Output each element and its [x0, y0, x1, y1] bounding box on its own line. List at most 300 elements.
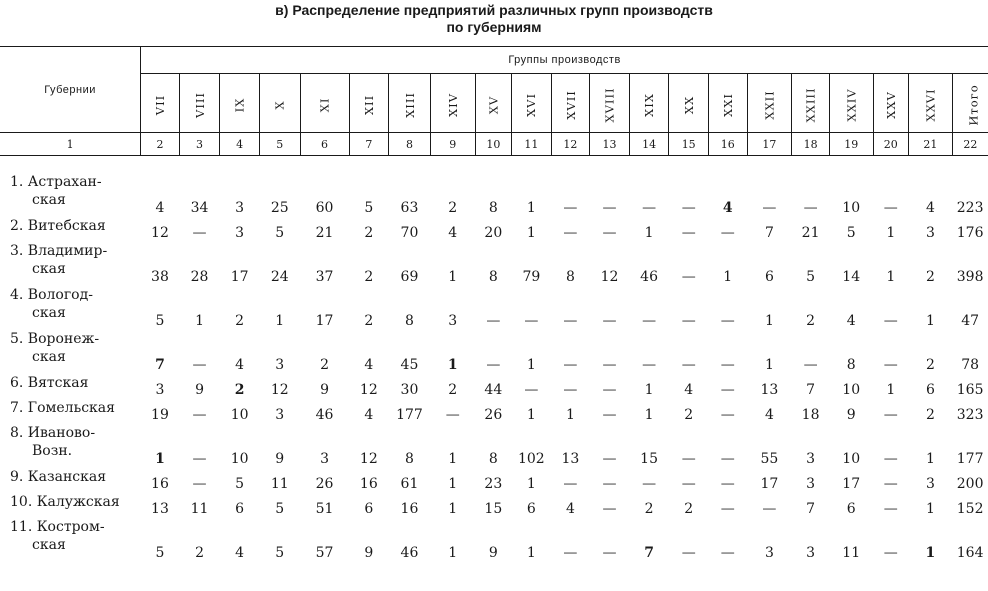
- value-cell: 9: [364, 545, 374, 561]
- value-cell: 102: [517, 451, 545, 467]
- total-cell: 152: [956, 501, 984, 517]
- value-cell: 7: [644, 545, 654, 561]
- value-cell: 1: [195, 313, 204, 329]
- group-code-label: XX: [681, 95, 696, 114]
- value-cell: 1: [448, 476, 458, 492]
- value-cell: 13: [561, 451, 580, 467]
- column-number: 22: [952, 133, 988, 156]
- province-name-line1: 9. Казанская: [10, 469, 107, 485]
- value-cell: 4: [155, 200, 165, 216]
- value-cell: 51: [315, 501, 334, 517]
- value-cell: —: [445, 407, 460, 423]
- value-cell: 8: [488, 269, 498, 285]
- value-cell: —: [563, 382, 578, 398]
- value-cell: 13: [151, 501, 169, 517]
- table-title: [0, 2, 988, 36]
- total-cell: 47: [961, 313, 980, 329]
- value-cell: —: [720, 407, 735, 423]
- group-code-header: [179, 74, 220, 133]
- value-cell: 4: [448, 225, 458, 241]
- value-cell: 37: [315, 269, 334, 285]
- group-code-label: XI: [317, 97, 332, 112]
- group-code-label: VIII: [192, 91, 207, 118]
- value-cell: 26: [484, 407, 503, 423]
- value-cell: —: [563, 545, 578, 561]
- value-cell: 63: [400, 200, 419, 216]
- value-cell: 4: [565, 501, 575, 517]
- value-cell: 6: [526, 501, 536, 517]
- value-cell: 2: [235, 313, 245, 329]
- value-cell: 9: [488, 545, 498, 561]
- group-code-label: XVIII: [602, 86, 617, 123]
- value-cell: 10: [230, 451, 249, 467]
- value-cell: 5: [275, 225, 285, 241]
- column-number: 14: [629, 133, 669, 156]
- value-cell: 5: [364, 200, 374, 216]
- value-cell: 6: [846, 501, 856, 517]
- value-cell: 10: [230, 407, 249, 423]
- value-cell: 16: [151, 476, 169, 492]
- group-code-label: Итого: [966, 83, 981, 126]
- value-cell: —: [803, 357, 818, 373]
- column-number: 20: [873, 133, 908, 156]
- value-cell: —: [192, 357, 207, 373]
- value-cell: —: [720, 382, 735, 398]
- value-cell: —: [642, 200, 657, 216]
- group-code-label: XIV: [445, 92, 460, 117]
- value-cell: —: [524, 313, 539, 329]
- value-cell: 9: [275, 451, 285, 467]
- group-code-header: [952, 74, 988, 133]
- column-number: 17: [747, 133, 792, 156]
- value-cell: 24: [270, 269, 289, 285]
- value-cell: 2: [364, 269, 374, 285]
- value-cell: —: [602, 476, 617, 492]
- table-row: [0, 468, 988, 493]
- value-cell: 44: [484, 382, 503, 398]
- value-cell: 16: [400, 501, 419, 517]
- value-cell: 1: [448, 451, 458, 467]
- column-number: 13: [590, 133, 630, 156]
- table-row: [0, 518, 988, 562]
- value-cell: 23: [484, 476, 503, 492]
- table-row: [0, 217, 988, 242]
- value-cell: —: [883, 476, 898, 492]
- total-cell: 398: [956, 269, 984, 285]
- value-cell: 2: [234, 382, 245, 398]
- value-cell: —: [762, 200, 777, 216]
- value-cell: 8: [565, 269, 575, 285]
- value-cell: 5: [155, 313, 165, 329]
- province-name: [0, 330, 141, 374]
- value-cell: 3: [320, 451, 329, 467]
- column-number: 9: [430, 133, 475, 156]
- group-code-header: [300, 74, 349, 133]
- value-cell: 1: [447, 357, 458, 373]
- value-cell: 14: [842, 269, 861, 285]
- value-cell: 1: [526, 225, 536, 241]
- value-cell: 11: [842, 545, 861, 561]
- value-cell: 3: [275, 357, 285, 373]
- value-cell: —: [883, 451, 898, 467]
- table-row: [0, 493, 988, 518]
- value-cell: —: [563, 225, 578, 241]
- value-cell: 10: [842, 200, 861, 216]
- group-code-label: XII: [361, 94, 376, 115]
- province-name: [0, 518, 141, 562]
- province-name-line2: ская: [32, 305, 66, 321]
- value-cell: 4: [846, 313, 856, 329]
- value-cell: —: [883, 200, 898, 216]
- value-cell: 5: [806, 269, 816, 285]
- data-table: [0, 46, 988, 562]
- value-cell: 15: [640, 451, 658, 467]
- column-number: 1: [0, 133, 141, 156]
- value-cell: 20: [484, 225, 503, 241]
- province-name-line1: 3. Владимир-: [10, 243, 108, 259]
- group-code-label: XIII: [402, 91, 417, 118]
- value-cell: —: [883, 545, 898, 561]
- value-cell: 1: [526, 407, 536, 423]
- value-cell: 3: [925, 476, 935, 492]
- value-cell: —: [681, 476, 696, 492]
- value-cell: 6: [364, 501, 374, 517]
- value-cell: 2: [925, 357, 935, 373]
- province-name-line1: 8. Иваново-: [10, 425, 96, 441]
- group-code-header: [349, 74, 389, 133]
- value-cell: —: [192, 407, 207, 423]
- column-number: 8: [389, 133, 431, 156]
- value-cell: 1: [565, 407, 575, 423]
- province-name: [0, 424, 141, 468]
- total-cell: 200: [956, 476, 984, 492]
- value-cell: 4: [364, 357, 374, 373]
- value-cell: 30: [400, 382, 419, 398]
- province-name-line1: 6. Вятская: [10, 375, 89, 391]
- group-code-label: XVI: [524, 92, 539, 117]
- group-code-label: IX: [232, 97, 247, 112]
- column-number: 3: [179, 133, 220, 156]
- value-cell: —: [563, 313, 578, 329]
- value-cell: 8: [488, 200, 498, 216]
- value-cell: 34: [190, 200, 209, 216]
- value-cell: 4: [722, 200, 733, 216]
- value-cell: 10: [842, 382, 861, 398]
- value-cell: 70: [400, 225, 419, 241]
- province-header: Губернии: [0, 47, 141, 133]
- value-cell: 7: [806, 382, 816, 398]
- group-code-header: [220, 74, 260, 133]
- province-name-line2: ская: [32, 537, 66, 553]
- value-cell: 57: [315, 545, 334, 561]
- group-code-header: [909, 74, 953, 133]
- value-cell: 8: [405, 451, 414, 467]
- value-cell: 3: [764, 545, 774, 561]
- value-cell: 2: [364, 313, 374, 329]
- value-cell: —: [192, 476, 207, 492]
- value-cell: 2: [684, 407, 694, 423]
- value-cell: —: [883, 313, 898, 329]
- value-cell: 3: [806, 451, 816, 467]
- group-code-header: [590, 74, 630, 133]
- value-cell: 1: [925, 313, 935, 329]
- value-cell: 1: [925, 545, 936, 561]
- value-cell: 1: [155, 451, 165, 467]
- value-cell: 1: [448, 545, 458, 561]
- value-cell: —: [883, 357, 898, 373]
- value-cell: 1: [925, 451, 935, 467]
- value-cell: 13: [760, 382, 779, 398]
- province-name: [0, 217, 141, 242]
- value-cell: 5: [235, 476, 245, 492]
- total-cell: 176: [956, 225, 984, 241]
- value-cell: 8: [405, 313, 414, 329]
- column-number: 6: [300, 133, 349, 156]
- value-cell: 17: [230, 269, 249, 285]
- value-cell: —: [720, 357, 735, 373]
- value-cell: 1: [886, 382, 896, 398]
- value-cell: 7: [764, 225, 774, 241]
- column-number: 12: [551, 133, 590, 156]
- column-number: 15: [669, 133, 709, 156]
- value-cell: 4: [364, 407, 374, 423]
- value-cell: 2: [195, 545, 204, 561]
- value-cell: —: [681, 269, 696, 285]
- value-cell: 1: [886, 225, 896, 241]
- column-number: 7: [349, 133, 389, 156]
- value-cell: 2: [320, 357, 329, 373]
- group-code-label: VII: [152, 94, 167, 115]
- value-cell: 16: [359, 476, 378, 492]
- group-code-label: X: [272, 99, 287, 110]
- column-number: 2: [141, 133, 180, 156]
- province-name: [0, 399, 141, 424]
- group-code-header: [551, 74, 590, 133]
- value-cell: 1: [723, 269, 733, 285]
- value-cell: 69: [400, 269, 419, 285]
- value-cell: 18: [801, 407, 820, 423]
- value-cell: 3: [806, 476, 816, 492]
- value-cell: 1: [644, 382, 654, 398]
- group-code-header: [389, 74, 431, 133]
- column-number: 16: [708, 133, 747, 156]
- value-cell: —: [602, 357, 617, 373]
- column-number: 10: [475, 133, 511, 156]
- value-cell: —: [524, 382, 539, 398]
- value-cell: 7: [806, 501, 816, 517]
- value-cell: 2: [925, 407, 935, 423]
- value-cell: 5: [275, 545, 285, 561]
- value-cell: 4: [764, 407, 774, 423]
- value-cell: 12: [270, 382, 289, 398]
- value-cell: 5: [846, 225, 856, 241]
- group-code-header: [792, 74, 830, 133]
- value-cell: 61: [400, 476, 419, 492]
- value-cell: 1: [764, 313, 774, 329]
- table-row: [0, 330, 988, 374]
- value-cell: —: [602, 451, 617, 467]
- value-cell: —: [486, 313, 501, 329]
- total-cell: 164: [956, 545, 984, 561]
- value-cell: 9: [195, 382, 204, 398]
- column-number: 5: [259, 133, 300, 156]
- value-cell: 8: [488, 451, 498, 467]
- value-cell: —: [602, 200, 617, 216]
- value-cell: 1: [448, 269, 458, 285]
- value-cell: —: [681, 357, 696, 373]
- total-cell: 78: [961, 357, 980, 373]
- value-cell: 17: [760, 476, 779, 492]
- value-cell: 8: [846, 357, 856, 373]
- value-cell: 4: [235, 357, 245, 373]
- value-cell: —: [642, 476, 657, 492]
- value-cell: 19: [151, 407, 169, 423]
- value-cell: —: [486, 357, 501, 373]
- group-code-header: [512, 74, 552, 133]
- value-cell: 1: [526, 476, 536, 492]
- value-cell: —: [883, 407, 898, 423]
- value-cell: 3: [155, 382, 165, 398]
- group-code-label: XVII: [563, 89, 578, 120]
- province-name: [0, 156, 141, 218]
- value-cell: 2: [684, 501, 694, 517]
- value-cell: 3: [448, 313, 458, 329]
- group-code-header: [669, 74, 709, 133]
- province-name-line1: 11. Костром-: [10, 519, 105, 535]
- table-row: [0, 374, 988, 399]
- value-cell: —: [681, 545, 696, 561]
- total-cell: 165: [956, 382, 984, 398]
- value-cell: 7: [155, 357, 165, 373]
- value-cell: 3: [235, 225, 245, 241]
- value-cell: —: [681, 200, 696, 216]
- value-cell: —: [602, 313, 617, 329]
- value-cell: 60: [315, 200, 334, 216]
- value-cell: 11: [190, 501, 209, 517]
- province-name-line2: ская: [32, 192, 66, 208]
- value-cell: 12: [600, 269, 619, 285]
- group-code-label: XXVI: [923, 87, 938, 122]
- group-code-label: XXIII: [803, 86, 818, 123]
- value-cell: —: [642, 313, 657, 329]
- value-cell: 1: [925, 501, 935, 517]
- value-cell: 1: [275, 313, 285, 329]
- column-number: 18: [792, 133, 830, 156]
- value-cell: —: [563, 357, 578, 373]
- value-cell: 2: [364, 225, 374, 241]
- group-code-header: [873, 74, 908, 133]
- province-name-line2: Возн.: [32, 443, 73, 459]
- group-code-header: [141, 74, 180, 133]
- value-cell: —: [563, 200, 578, 216]
- value-cell: —: [883, 501, 898, 517]
- province-name: [0, 286, 141, 330]
- value-cell: —: [602, 382, 617, 398]
- column-number: 4: [220, 133, 260, 156]
- value-cell: —: [720, 451, 735, 467]
- value-cell: 1: [644, 407, 654, 423]
- value-cell: 10: [842, 451, 861, 467]
- value-cell: —: [192, 225, 207, 241]
- value-cell: 2: [448, 382, 458, 398]
- value-cell: 2: [925, 269, 935, 285]
- value-cell: 4: [684, 382, 694, 398]
- value-cell: 21: [315, 225, 334, 241]
- group-code-header: [708, 74, 747, 133]
- value-cell: —: [720, 545, 735, 561]
- group-code-label: XIX: [642, 92, 657, 117]
- table-row: [0, 286, 988, 330]
- value-cell: 5: [155, 545, 165, 561]
- column-numbers-row: [0, 133, 988, 156]
- value-cell: 12: [359, 451, 378, 467]
- table-row: [0, 242, 988, 286]
- table-row: [0, 399, 988, 424]
- value-cell: 46: [640, 269, 658, 285]
- value-cell: 28: [190, 269, 209, 285]
- value-cell: —: [602, 545, 617, 561]
- value-cell: 2: [448, 200, 458, 216]
- subtitle-line: по губерниям: [446, 19, 542, 35]
- total-cell: 223: [956, 200, 984, 216]
- value-cell: 3: [235, 200, 245, 216]
- value-cell: 12: [151, 225, 169, 241]
- province-name-line2: ская: [32, 261, 66, 277]
- province-name-line1: 2. Витебская: [10, 218, 106, 234]
- value-cell: 15: [484, 501, 503, 517]
- group-code-header: [629, 74, 669, 133]
- value-cell: 1: [448, 501, 458, 517]
- value-cell: 46: [315, 407, 334, 423]
- groups-header: Группы производств: [141, 47, 988, 74]
- value-cell: —: [681, 225, 696, 241]
- value-cell: 17: [842, 476, 861, 492]
- province-name: [0, 374, 141, 399]
- table-body: [0, 156, 988, 563]
- group-code-header: [259, 74, 300, 133]
- province-name-line1: 1. Астрахан-: [10, 174, 102, 190]
- total-cell: 177: [956, 451, 984, 467]
- group-code-label: XV: [486, 95, 501, 114]
- value-cell: 3: [275, 407, 285, 423]
- value-cell: 3: [925, 225, 935, 241]
- province-name: [0, 468, 141, 493]
- province-name: [0, 493, 141, 518]
- value-cell: 6: [764, 269, 774, 285]
- total-cell: 323: [956, 407, 984, 423]
- value-cell: 12: [359, 382, 378, 398]
- table-row: [0, 424, 988, 468]
- value-cell: 2: [644, 501, 654, 517]
- value-cell: 9: [320, 382, 329, 398]
- group-code-header: [430, 74, 475, 133]
- province-name-line2: ская: [32, 349, 66, 365]
- value-cell: 11: [270, 476, 289, 492]
- value-cell: 2: [806, 313, 816, 329]
- group-code-header: [829, 74, 873, 133]
- column-number: 19: [829, 133, 873, 156]
- value-cell: 9: [846, 407, 856, 423]
- value-cell: 4: [925, 200, 935, 216]
- group-codes-row: [0, 74, 988, 133]
- value-cell: —: [642, 357, 657, 373]
- column-number: 21: [909, 133, 953, 156]
- value-cell: —: [563, 476, 578, 492]
- value-cell: 177: [396, 407, 423, 423]
- value-cell: 1: [526, 357, 536, 373]
- value-cell: 3: [806, 545, 816, 561]
- province-name-line1: 5. Воронеж-: [10, 331, 100, 347]
